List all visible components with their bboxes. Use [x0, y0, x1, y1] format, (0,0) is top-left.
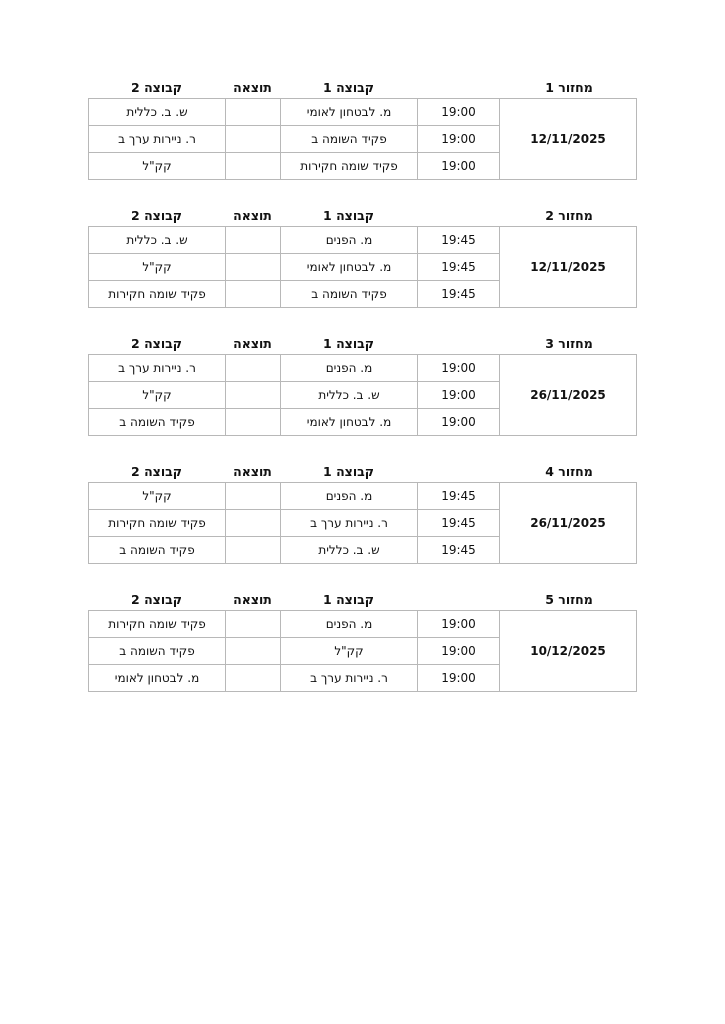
team1-cell: פקיד השומה ב — [281, 126, 418, 153]
team1-cell: מ. הפנים — [281, 483, 418, 510]
result-cell — [226, 227, 281, 254]
round-header — [88, 208, 637, 226]
result-cell — [226, 355, 281, 382]
team1-cell: מ. לבטחון לאומי — [281, 409, 418, 436]
team1-cell: ש. ב. כללית — [281, 537, 418, 564]
time-cell: 19:45 — [418, 510, 500, 537]
round-4 — [88, 464, 637, 564]
team1-header: קבוצה 1 — [323, 208, 374, 223]
time-cell: 19:45 — [418, 254, 500, 281]
team1-header: קבוצה 1 — [323, 80, 374, 95]
team2-header: קבוצה 2 — [131, 80, 182, 95]
team1-header: קבוצה 1 — [323, 336, 374, 351]
result-cell — [226, 537, 281, 564]
team2-cell: קק"ל — [89, 382, 226, 409]
time-cell: 19:45 — [418, 281, 500, 308]
result-header: תוצאה — [233, 80, 272, 95]
round-label: מחזור 3 — [545, 336, 593, 351]
time-cell: 19:00 — [418, 99, 500, 126]
result-cell — [226, 409, 281, 436]
round-2 — [88, 208, 637, 308]
team2-cell: ש. ב. כללית — [89, 227, 226, 254]
result-header: תוצאה — [233, 464, 272, 479]
team2-cell: ר. ניירות ערך ב — [89, 126, 226, 153]
result-cell — [226, 254, 281, 281]
round-3 — [88, 336, 637, 436]
team1-cell: מ. לבטחון לאומי — [281, 254, 418, 281]
round-header — [88, 80, 637, 98]
team2-header: קבוצה 2 — [131, 336, 182, 351]
date-cell: 12/11/2025 — [500, 99, 637, 180]
time-cell: 19:00 — [418, 382, 500, 409]
team2-cell: קק"ל — [89, 483, 226, 510]
time-cell: 19:00 — [418, 611, 500, 638]
result-cell — [226, 665, 281, 692]
result-cell — [226, 510, 281, 537]
round-1 — [88, 80, 637, 180]
round-table — [88, 610, 637, 692]
round-header — [88, 592, 637, 610]
result-cell — [226, 99, 281, 126]
match-row — [89, 483, 637, 510]
match-row — [89, 355, 637, 382]
result-header: תוצאה — [233, 208, 272, 223]
match-row — [89, 99, 637, 126]
time-cell: 19:00 — [418, 153, 500, 180]
team1-cell: ר. ניירות ערך ב — [281, 510, 418, 537]
team2-cell: מ. לבטחון לאומי — [89, 665, 226, 692]
round-header — [88, 336, 637, 354]
team1-cell: ש. ב. כללית — [281, 382, 418, 409]
team1-header: קבוצה 1 — [323, 464, 374, 479]
team2-cell: קק"ל — [89, 254, 226, 281]
team1-cell: קק"ל — [281, 638, 418, 665]
date-cell: 10/12/2025 — [500, 611, 637, 692]
round-table — [88, 98, 637, 180]
result-cell — [226, 126, 281, 153]
team1-cell: מ. הפנים — [281, 611, 418, 638]
team2-cell: ר. ניירות ערך ב — [89, 355, 226, 382]
date-cell: 26/11/2025 — [500, 483, 637, 564]
time-cell: 19:45 — [418, 483, 500, 510]
time-cell: 19:00 — [418, 665, 500, 692]
round-label: מחזור 1 — [545, 80, 593, 95]
team2-cell: פקיד שומה חקירות — [89, 510, 226, 537]
time-cell: 19:00 — [418, 638, 500, 665]
team2-cell: ש. ב. כללית — [89, 99, 226, 126]
team1-header: קבוצה 1 — [323, 592, 374, 607]
round-table — [88, 354, 637, 436]
team1-cell: מ. לבטחון לאומי — [281, 99, 418, 126]
result-header: תוצאה — [233, 336, 272, 351]
team1-cell: מ. הפנים — [281, 227, 418, 254]
team2-cell: פקיד שומה חקירות — [89, 281, 226, 308]
team1-cell: מ. הפנים — [281, 355, 418, 382]
team1-cell: ר. ניירות ערך ב — [281, 665, 418, 692]
round-label: מחזור 4 — [545, 464, 593, 479]
team1-cell: פקיד שומה חקירות — [281, 153, 418, 180]
match-row — [89, 611, 637, 638]
round-label: מחזור 5 — [545, 592, 593, 607]
result-cell — [226, 611, 281, 638]
time-cell: 19:00 — [418, 355, 500, 382]
team2-cell: פקיד השומה ב — [89, 409, 226, 436]
result-cell — [226, 382, 281, 409]
round-5 — [88, 592, 637, 692]
team1-cell: פקיד השומה ב — [281, 281, 418, 308]
result-cell — [226, 483, 281, 510]
team2-cell: פקיד שומה חקירות — [89, 611, 226, 638]
team2-cell: פקיד השומה ב — [89, 638, 226, 665]
team2-header: קבוצה 2 — [131, 592, 182, 607]
round-header — [88, 464, 637, 482]
result-header: תוצאה — [233, 592, 272, 607]
result-cell — [226, 281, 281, 308]
time-cell: 19:45 — [418, 227, 500, 254]
team2-header: קבוצה 2 — [131, 464, 182, 479]
round-table — [88, 226, 637, 308]
date-cell: 12/11/2025 — [500, 227, 637, 308]
team2-header: קבוצה 2 — [131, 208, 182, 223]
round-table — [88, 482, 637, 564]
result-cell — [226, 638, 281, 665]
date-cell: 26/11/2025 — [500, 355, 637, 436]
round-label: מחזור 2 — [545, 208, 593, 223]
match-row — [89, 227, 637, 254]
time-cell: 19:00 — [418, 126, 500, 153]
time-cell: 19:00 — [418, 409, 500, 436]
result-cell — [226, 153, 281, 180]
team2-cell: קק"ל — [89, 153, 226, 180]
team2-cell: פקיד השומה ב — [89, 537, 226, 564]
time-cell: 19:45 — [418, 537, 500, 564]
